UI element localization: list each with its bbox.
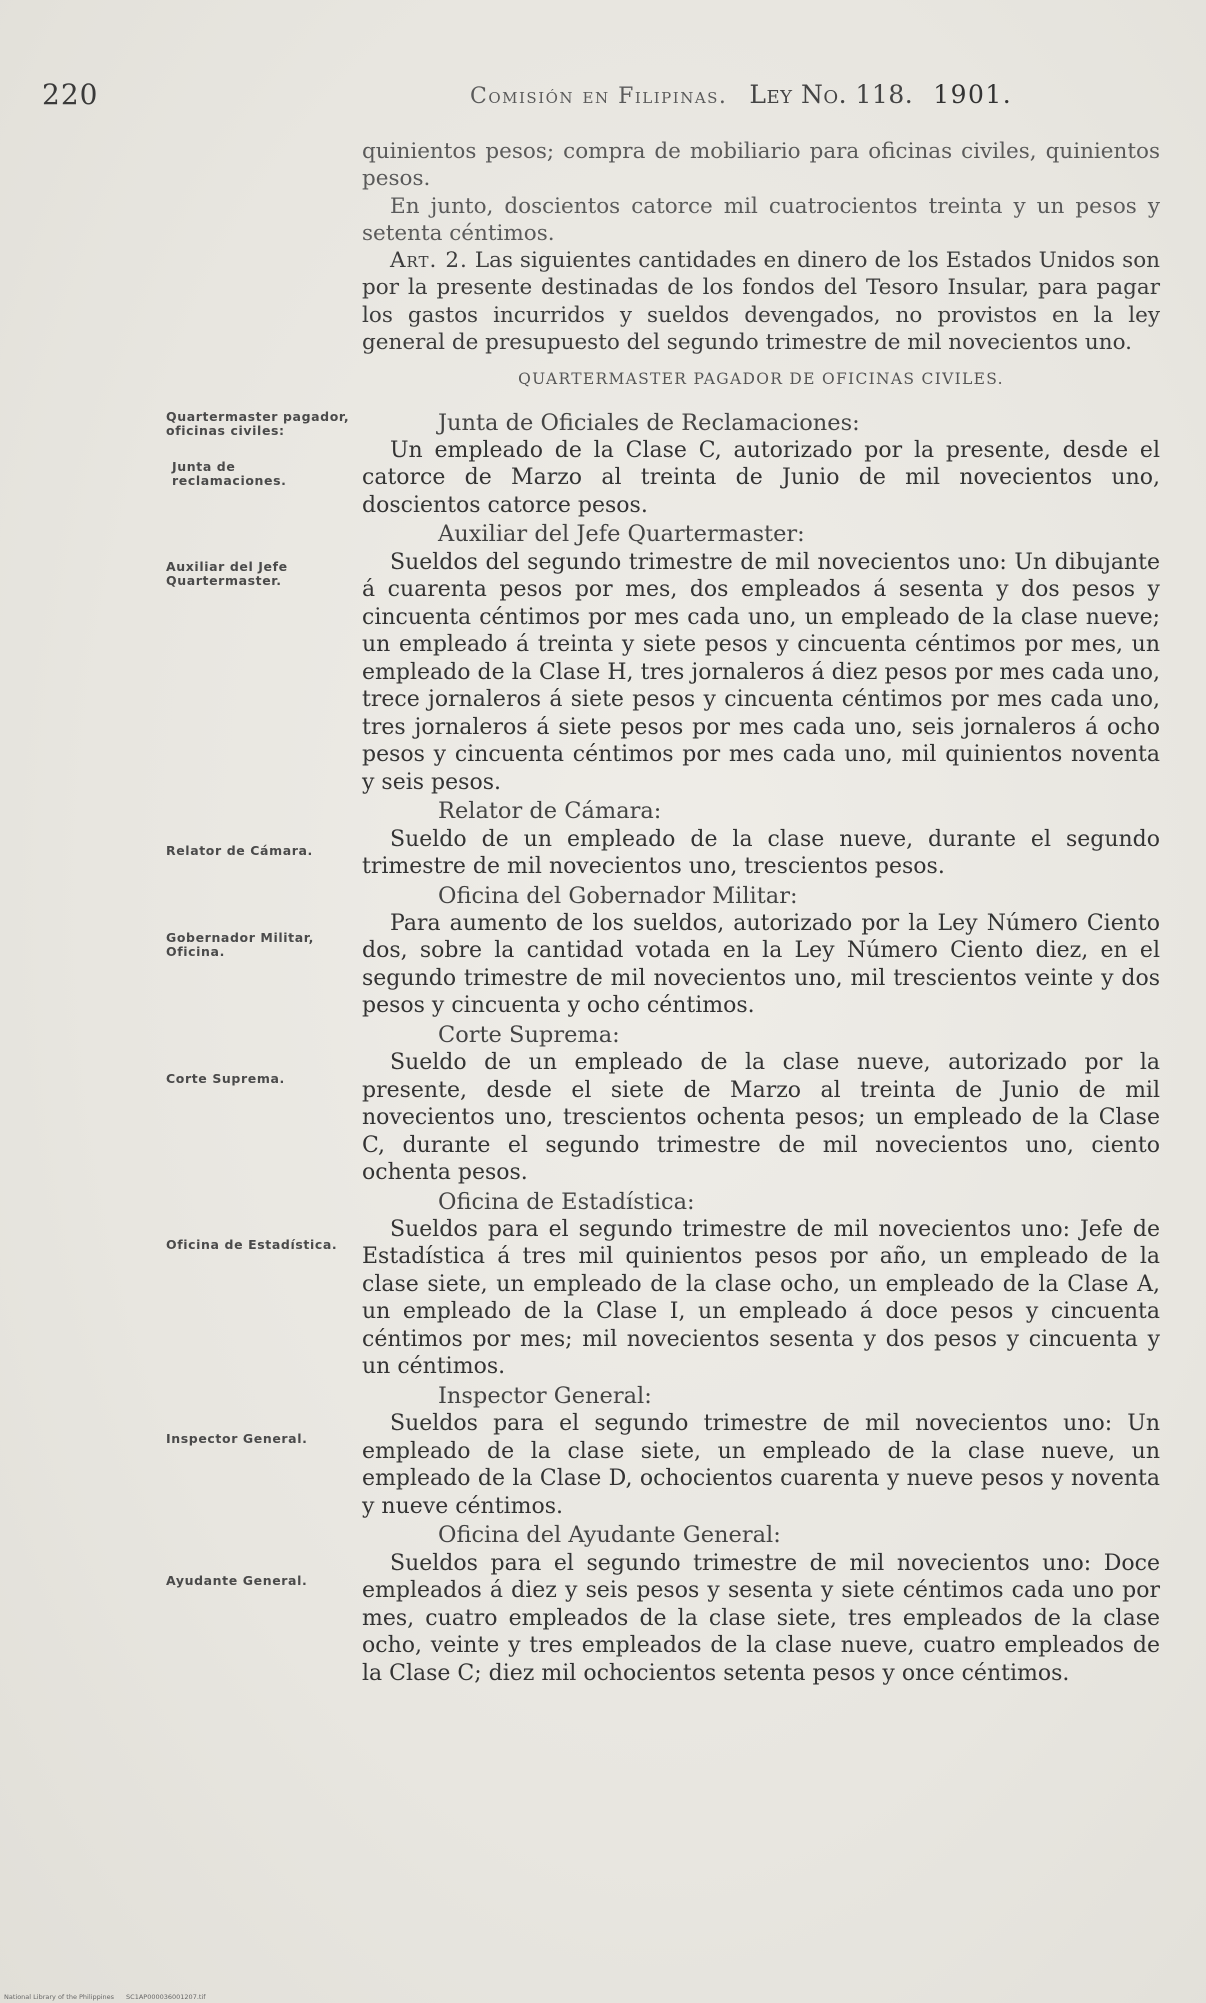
entry-text-gobernador: Para aumento de los sueldos, autorizado por la Ley Número Ciento dos, sobre la cantidad votada en la Ley Número Ciento diez, en el segundo trimestre de mil novecientos uno, mil trescientos veinte y dos pesos y cincuenta y ocho céntimos. bbox=[362, 910, 1160, 1019]
margin-note-gobernador: Gobernador Militar, Oficina. bbox=[166, 930, 315, 959]
margin-note-ayudante: Ayudante General. bbox=[166, 1573, 308, 1588]
entry-text-corte: Sueldo de un empleado de la clase nueve, autorizado por la presente, desde el siete de Marzo al treinta de Junio de mil novecientos uno, trescientos ochenta pesos; un empleado de la Clase C, durante el segundo trimestre de mil novecientos uno, ciento ochenta pesos. bbox=[362, 1050, 1160, 1186]
margin-note-quartermaster: Quartermaster pagador, oficinas civiles: bbox=[166, 409, 350, 438]
law-number: Ley No. 118. bbox=[749, 80, 914, 109]
margin-note-junta: Junta de reclamaciones. bbox=[172, 459, 287, 488]
entry-heading-ayudante: Oficina del Ayudante General: bbox=[438, 1522, 781, 1549]
commission-title: Comisión en Filipinas. bbox=[470, 84, 728, 109]
margin-note-corte: Corte Suprema. bbox=[166, 1071, 285, 1086]
margin-note-auxiliar: Auxiliar del Jefe Quartermaster. bbox=[166, 559, 288, 588]
year: 1901. bbox=[933, 80, 1013, 109]
entry-heading-corte: Corte Suprema: bbox=[438, 1021, 620, 1048]
page-header bbox=[42, 78, 1082, 118]
entry-heading-junta: Junta de Oficiales de Reclamaciones: bbox=[438, 409, 860, 436]
entry-text-relator: Sueldo de un empleado de la clase nueve, durante el segundo trimestre de mil novecientos uno, trescientos pesos. bbox=[362, 826, 1160, 880]
entry-heading-relator: Relator de Cámara: bbox=[438, 798, 662, 825]
entry-text-ayudante: Sueldos para el segundo trimestre de mil novecientos uno: Doce empleados á diez y seis pesos y sesenta y siete céntimos cada uno por mes, cuatro empleados de la clase siete, tres empleados de la clase ocho, veinte y tres empleados de la clase nueve, cuatro empleados de la Clase C; diez mil ochocientos setenta pesos y once céntimos. bbox=[362, 1550, 1160, 1686]
entry-heading-gobernador: Oficina del Gobernador Militar: bbox=[438, 882, 798, 909]
margin-note-inspector: Inspector General. bbox=[166, 1431, 308, 1446]
footer bbox=[4, 1993, 206, 2001]
section-heading: QUARTERMASTER PAGADOR DE OFICINAS CIVILES. bbox=[518, 370, 1004, 389]
entry-text-estadistica: Sueldos para el segundo trimestre de mil novecientos uno: Jefe de Estadística á tres mil quinientos pesos por año, un empleado de la clase siete, un empleado de la clase ocho, un empleado de la Clase A, un empleado de la Clase I, un empleado á doce pesos y cincuenta céntimos por mes; mil novecientos sesenta y dos pesos y cincuenta y un céntimos. bbox=[362, 1216, 1160, 1380]
footer-library: National Library of the Philippines bbox=[4, 1993, 115, 2001]
margin-note-relator: Relator de Cámara. bbox=[166, 843, 313, 858]
entry-heading-estadistica: Oficina de Estadística: bbox=[438, 1188, 695, 1215]
entry-heading-inspector: Inspector General: bbox=[438, 1382, 652, 1409]
paragraph-total: En junto, doscientos catorce mil cuatrocientos treinta y un pesos y setenta céntimos. bbox=[362, 193, 1160, 246]
article-text: Las siguientes cantidades en dinero de los Estados Unidos son por la presente destinadas de los fondos del Tesoro Insular, para pagar los gastos incurridos y sueldos devengados, no provistos en la ley general de presupuesto del segundo trimestre de mil novecientos uno. bbox=[362, 248, 1160, 356]
entry-text-auxiliar: Sueldos del segundo trimestre de mil novecientos uno: Un dibujante á cuarenta pesos por mes, dos empleados á sesenta y dos pesos y cincuenta céntimos por mes cada uno, un empleado de la clase nueve; un empleado á treinta y siete pesos y cincuenta céntimos por mes, un empleado de la Clase H, tres jornaleros á diez pesos por mes cada uno, trece jornaleros á siete pesos y cincuenta céntimos por mes cada uno, tres jornaleros á siete pesos por mes cada uno, seis jornaleros á ocho pesos y cincuenta céntimos por mes cada uno, mil quinientos noventa y seis pesos. bbox=[362, 549, 1160, 795]
entry-text-inspector: Sueldos para el segundo trimestre de mil novecientos uno: Un empleado de la clase siete, un empleado de la clase nueve, un empleado de la Clase D, ochocientos cuarenta y nueve pesos y noventa y nueve céntimos. bbox=[362, 1411, 1160, 1519]
page-number: 220 bbox=[42, 78, 99, 111]
running-title bbox=[470, 80, 1012, 109]
entry-heading-auxiliar: Auxiliar del Jefe Quartermaster: bbox=[438, 521, 805, 548]
margin-note-estadistica: Oficina de Estadística. bbox=[166, 1237, 338, 1252]
paragraph-continuation: quinientos pesos; compra de mobiliario para oficinas civiles, quinientos pesos. bbox=[362, 139, 1160, 192]
body-text bbox=[362, 138, 1160, 1687]
article-2 bbox=[362, 247, 1160, 356]
article-label: Art. 2. bbox=[390, 248, 468, 274]
entry-text-junta: Un empleado de la Clase C, autorizado por la presente, desde el catorce de Marzo al treinta de Junio de mil novecientos uno, doscientos catorce pesos. bbox=[362, 437, 1160, 518]
footer-code: SC1AP000036001207.tif bbox=[126, 1993, 206, 2001]
